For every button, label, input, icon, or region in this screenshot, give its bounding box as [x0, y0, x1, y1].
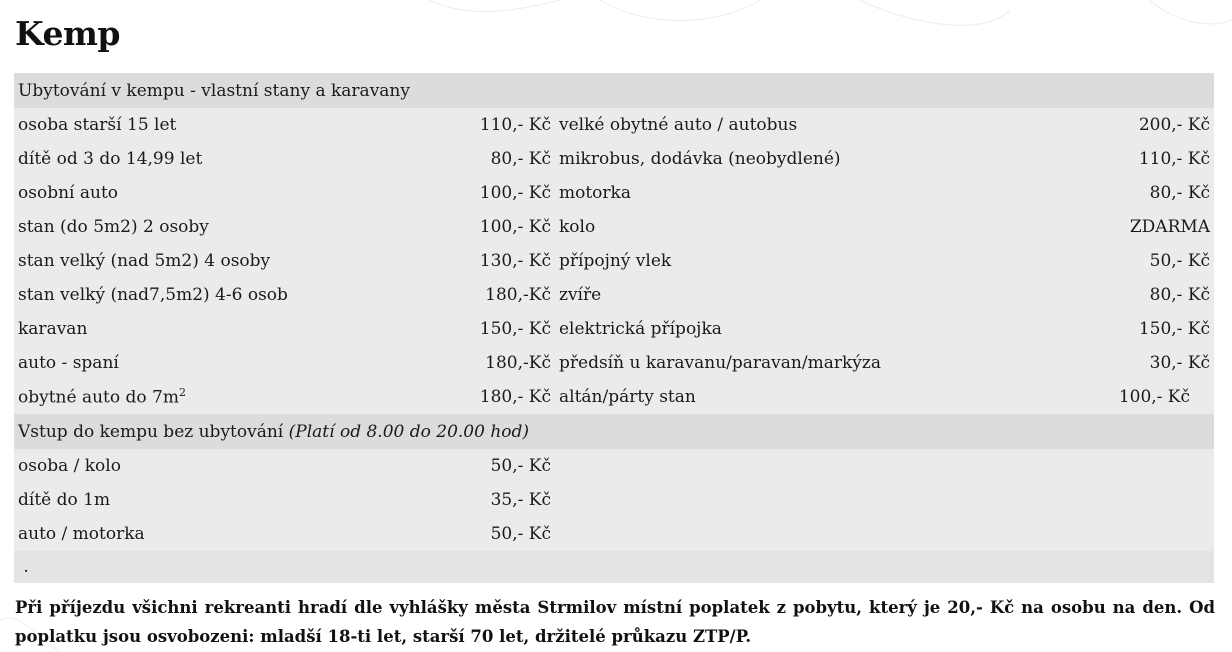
table-row: [14, 346, 1214, 380]
table-row: [14, 244, 1214, 278]
item-price: 180,-Kč: [447, 346, 555, 380]
item-price: 100,- Kč: [447, 210, 555, 244]
item-price: 180,- Kč: [447, 380, 555, 414]
table-row: [14, 380, 1214, 414]
page-title: Kemp: [15, 14, 120, 53]
item-label: obytné auto do 7m: [18, 387, 179, 408]
item-label: motorka: [555, 176, 1075, 210]
spacer-row: [14, 551, 1214, 583]
item-label: karavan: [14, 312, 447, 346]
table-row: [14, 449, 1214, 483]
item-price: ZDARMA: [1075, 210, 1214, 244]
item-price: 35,- Kč: [447, 483, 555, 517]
item-label: elektrická přípojka: [555, 312, 1075, 346]
table-row: [14, 517, 1214, 551]
item-label: kolo: [555, 210, 1075, 244]
price-table: [14, 73, 1214, 583]
item-price: 50,- Kč: [1075, 244, 1214, 278]
section-heading-cell: [14, 414, 1214, 449]
section-heading-note: (Platí od 8.00 do 20.00 hod): [288, 421, 530, 442]
item-label: osoba starší 15 let: [14, 108, 447, 142]
item-label: přípojný vlek: [555, 244, 1075, 278]
item-label: předsíň u karavanu/paravan/markýza: [555, 346, 1075, 380]
item-label: altán/párty stan: [555, 380, 1075, 414]
item-label: zvíře: [555, 278, 1075, 312]
table-row: [14, 483, 1214, 517]
empty-cell: [555, 483, 1214, 517]
item-price: 150,- Kč: [1075, 312, 1214, 346]
empty-cell: [555, 449, 1214, 483]
item-label: velké obytné auto / autobus: [555, 108, 1075, 142]
item-price: 200,- Kč: [1075, 108, 1214, 142]
section-header-accommodation: [14, 73, 1214, 108]
item-price: 100,- Kč: [1075, 380, 1214, 414]
item-price: 110,- Kč: [1075, 142, 1214, 176]
item-label: auto - spaní: [14, 346, 447, 380]
item-label: osobní auto: [14, 176, 447, 210]
empty-cell: [555, 517, 1214, 551]
item-label: stan (do 5m2) 2 osoby: [14, 210, 447, 244]
item-label: dítě do 1m: [14, 483, 447, 517]
item-price: 30,- Kč: [1075, 346, 1214, 380]
table-row: [14, 108, 1214, 142]
section-header-day-entry: [14, 414, 1214, 449]
item-label: stan velký (nad 5m2) 4 osoby: [14, 244, 447, 278]
table-row: [14, 278, 1214, 312]
item-label: stan velký (nad7,5m2) 4-6 osob: [14, 278, 447, 312]
item-price: 80,- Kč: [1075, 278, 1214, 312]
item-price: 80,- Kč: [447, 142, 555, 176]
spacer-text: .: [14, 551, 1214, 583]
item-price: 130,- Kč: [447, 244, 555, 278]
table-row: [14, 210, 1214, 244]
section-heading: Ubytování v kempu - vlastní stany a karavany: [14, 73, 1214, 108]
item-price: 100,- Kč: [447, 176, 555, 210]
item-price: 180,-Kč: [447, 278, 555, 312]
item-label: osoba / kolo: [14, 449, 447, 483]
item-price: 150,- Kč: [447, 312, 555, 346]
table-row: [14, 176, 1214, 210]
item-label: dítě od 3 do 14,99 let: [14, 142, 447, 176]
table-row: [14, 312, 1214, 346]
item-price: 50,- Kč: [447, 449, 555, 483]
section-heading: Vstup do kempu bez ubytování: [18, 421, 289, 442]
item-price: 110,- Kč: [447, 108, 555, 142]
item-label: mikrobus, dodávka (neobydlené): [555, 142, 1075, 176]
table-row: [14, 142, 1214, 176]
item-price: 50,- Kč: [447, 517, 555, 551]
item-price: 80,- Kč: [1075, 176, 1214, 210]
superscript: 2: [178, 386, 186, 400]
item-label: auto / motorka: [14, 517, 447, 551]
item-label-cell: [14, 380, 447, 414]
tourist-fee-note: Při příjezdu všichni rekreanti hradí dle vyhlášky města Strmilov místní poplatek z pobytu, který je 20,- Kč na osobu na den. Od poplatku jsou osvobozeni: mladší 18-ti let, starší 70 let, držitelé průkazu ZTP/P.: [15, 598, 1215, 646]
